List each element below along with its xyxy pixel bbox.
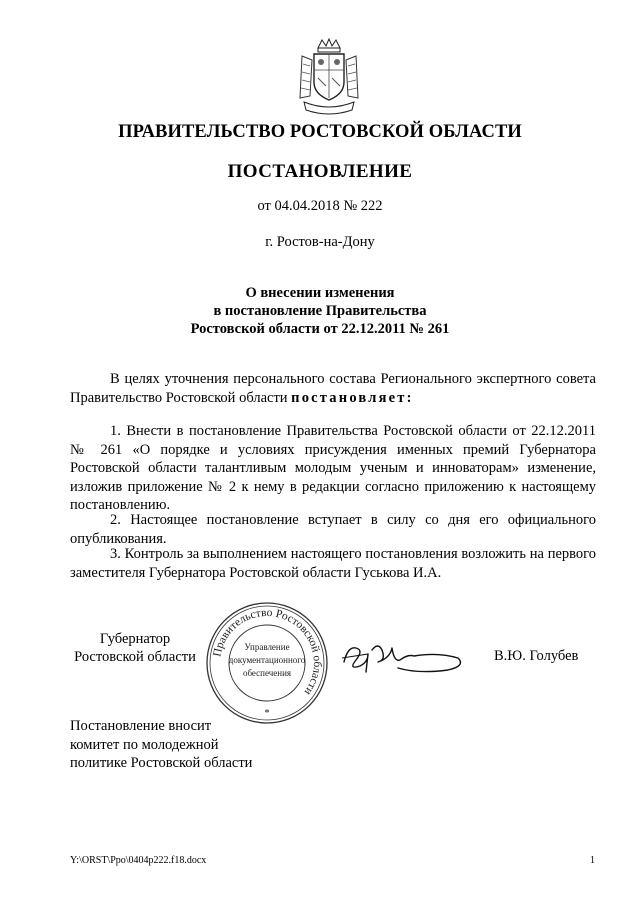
government-title: ПРАВИТЕЛЬСТВО РОСТОВСКОЙ ОБЛАСТИ bbox=[118, 122, 522, 142]
stamp-ring-text: Правительство Ростовской области bbox=[211, 606, 324, 698]
official-stamp bbox=[204, 600, 330, 726]
item-1-paragraph: 1. Внести в постановление Правительства Ростовской области от 22.12.2011 № 261 «О порядке и условиях присуждения именных премий Губернатора Ростовской области талантливым молодым ученым и инноваторам» изменение, изложив приложение № 2 к нему в редакции согласно приложению к настоящему постановлению. bbox=[70, 423, 596, 513]
subject-line: О внесении изменения bbox=[245, 285, 395, 301]
subject-line: Ростовской области от 22.12.2011 № 261 bbox=[190, 321, 450, 337]
footer-file-path: Y:\ORST\Ppo\0404p222.f18.docx bbox=[70, 855, 207, 866]
preamble-paragraph bbox=[70, 370, 596, 407]
introduced-by-line: политике Ростовской области bbox=[70, 755, 253, 771]
introduced-by-line: Постановление вносит bbox=[70, 718, 212, 734]
stamp-center-line: документационного bbox=[228, 655, 306, 665]
page-number: 1 bbox=[590, 855, 595, 866]
introduced-by-line: комитет по молодежной bbox=[70, 736, 219, 753]
document-date-number: от 04.04.2018 № 222 bbox=[257, 198, 383, 214]
stamp-center-line: Управление bbox=[244, 642, 290, 652]
document-type: ПОСТАНОВЛЕНИЕ bbox=[227, 161, 413, 182]
signer-position bbox=[70, 630, 200, 666]
document-subject bbox=[0, 284, 640, 338]
svg-text:*: * bbox=[264, 708, 270, 719]
item-2-paragraph: 2. Настоящее постановление вступает в силу со дня его официального опубликования. bbox=[70, 512, 596, 547]
document-city: г. Ростов-на-Дону bbox=[265, 234, 375, 250]
subject-line: в постановление Правительства bbox=[213, 303, 427, 319]
preamble-text: В целях уточнения персонального состава Регионального экспертного совета Правительство Ростовской области bbox=[70, 371, 596, 406]
resolves-word: постановляет: bbox=[291, 389, 414, 406]
signer-name: В.Ю. Голубев bbox=[494, 648, 579, 664]
handwritten-signature bbox=[338, 632, 470, 682]
signer-position-line: Ростовской области bbox=[74, 649, 196, 665]
stamp-center-line: обеспечения bbox=[242, 668, 292, 678]
item-3-paragraph: 3. Контроль за выполнением настоящего постановления возложить на первого заместителя Губернатора Ростовской области Гуськова И.А. bbox=[70, 546, 596, 581]
introduced-by-note bbox=[70, 717, 252, 773]
signer-position-line: Губернатор bbox=[99, 631, 171, 647]
rostov-coat-of-arms-icon bbox=[296, 38, 362, 118]
